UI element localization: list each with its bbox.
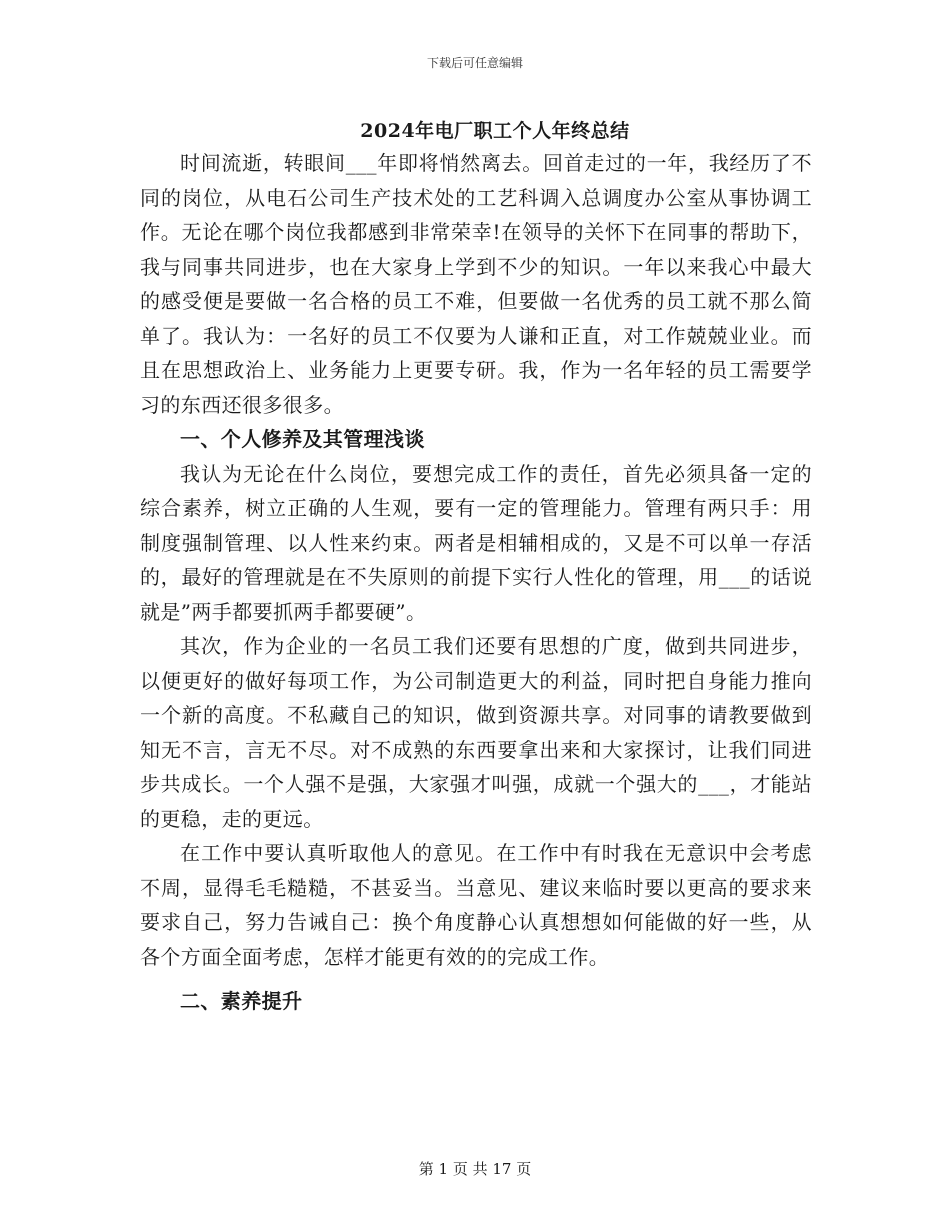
- section-heading-2: 二、素养提升: [180, 989, 303, 1013]
- section-heading-1: 一、个人修养及其管理浅谈: [180, 427, 425, 451]
- body-paragraph: 我认为无论在什么岗位，要想完成工作的责任，首先必须具备一定的综合素养，树立正确的人生观，要有一定的管理能力。管理有两只手：用制度强制管理、以人性来约束。两者是相辅相成的，又是不可以单一存活的，最好的管理就是在不失原则的前提下实行人性化的管理，用___的话说就是”两手都要抓两手都要硬”。: [140, 461, 812, 624]
- header-note: 下载后可任意编辑: [426, 56, 523, 70]
- document-body: [140, 146, 812, 1019]
- intro-paragraph: 时间流逝，转眼间___年即将悄然离去。回首走过的一年，我经历了不同的岗位，从电石公司生产技术处的工艺科调入总调度办公室从事协调工作。无论在哪个岗位我都感到非常荣幸!在领导的关怀下在同事的帮助下，我与同事共同进步，也在大家身上学到不少的知识。一年以来我心中最大的感受便是要做一名合格的员工不难，但要做一名优秀的员工就不那么简单了。我认为：一名好的员工不仅要为人谦和正直，对工作兢兢业业。而且在思想政治上、业务能力上更要专研。我，作为一名年轻的员工需要学习的东西还很多很多。: [140, 151, 812, 417]
- page-number-footer: 第 1 页 共 17 页: [418, 1160, 532, 1178]
- body-paragraph: 在工作中要认真听取他人的意见。在工作中有时我在无意识中会考虑不周，显得毛毛糙糙，不甚妥当。当意见、建议来临时要以更高的要求来要求自己，努力告诫自己：换个角度静心认真想想如何能做的好一些，从各个方面全面考虑，怎样才能更有效的的完成工作。: [140, 841, 812, 969]
- document-title: 2024年电厂职工个人年终总结: [360, 120, 630, 142]
- body-paragraph: 其次，作为企业的一名员工我们还要有思想的广度，做到共同进步，以便更好的做好每项工作，为公司制造更大的利益，同时把自身能力推向一个新的高度。不私藏自己的知识，做到资源共享。对同事的请教要做到知无不言，言无不尽。对不成熟的东西要拿出来和大家探讨，让我们同进步共成长。一个人强不是强，大家强才叫强，成就一个强大的___，才能站的更稳，走的更远。: [140, 634, 812, 831]
